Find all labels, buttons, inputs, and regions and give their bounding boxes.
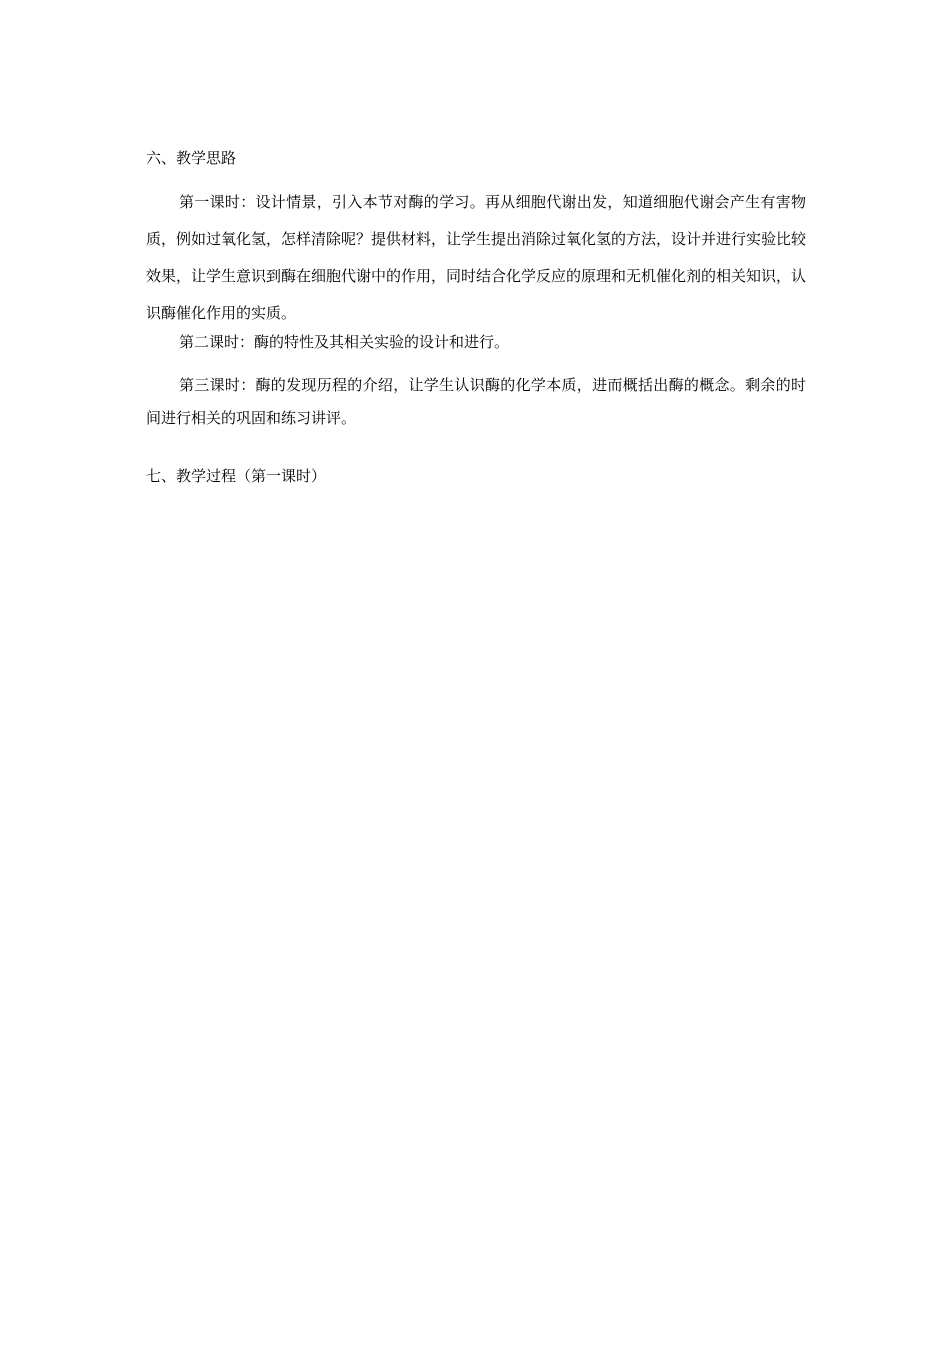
document-content <box>146 148 806 486</box>
paragraph-lesson-two: 第二课时：酶的特性及其相关实验的设计和进行。 <box>179 333 510 351</box>
section-heading-teaching-process: 七、教学过程（第一课时） <box>146 467 327 485</box>
section-heading-teaching-approach: 六、教学思路 <box>146 149 237 167</box>
paragraph-lesson-one: 第一课时：设计情景，引入本节对酶的学习。再从细胞代谢出发，知道细胞代谢会产生有害物质，例如过氧化氢，怎样清除呢？提供材料，让学生提出消除过氧化氢的方法，设计并进行实验比较效果，让学生意识到酶在细胞代谢中的作用，同时结合化学反应的原理和无机催化剂的相关知识，认识酶催化作用的实质。 <box>146 193 807 322</box>
paragraph-lesson-three: 第三课时：酶的发现历程的介绍，让学生认识酶的化学本质，进而概括出酶的概念。剩余的时间进行相关的巩固和练习讲评。 <box>146 376 806 427</box>
